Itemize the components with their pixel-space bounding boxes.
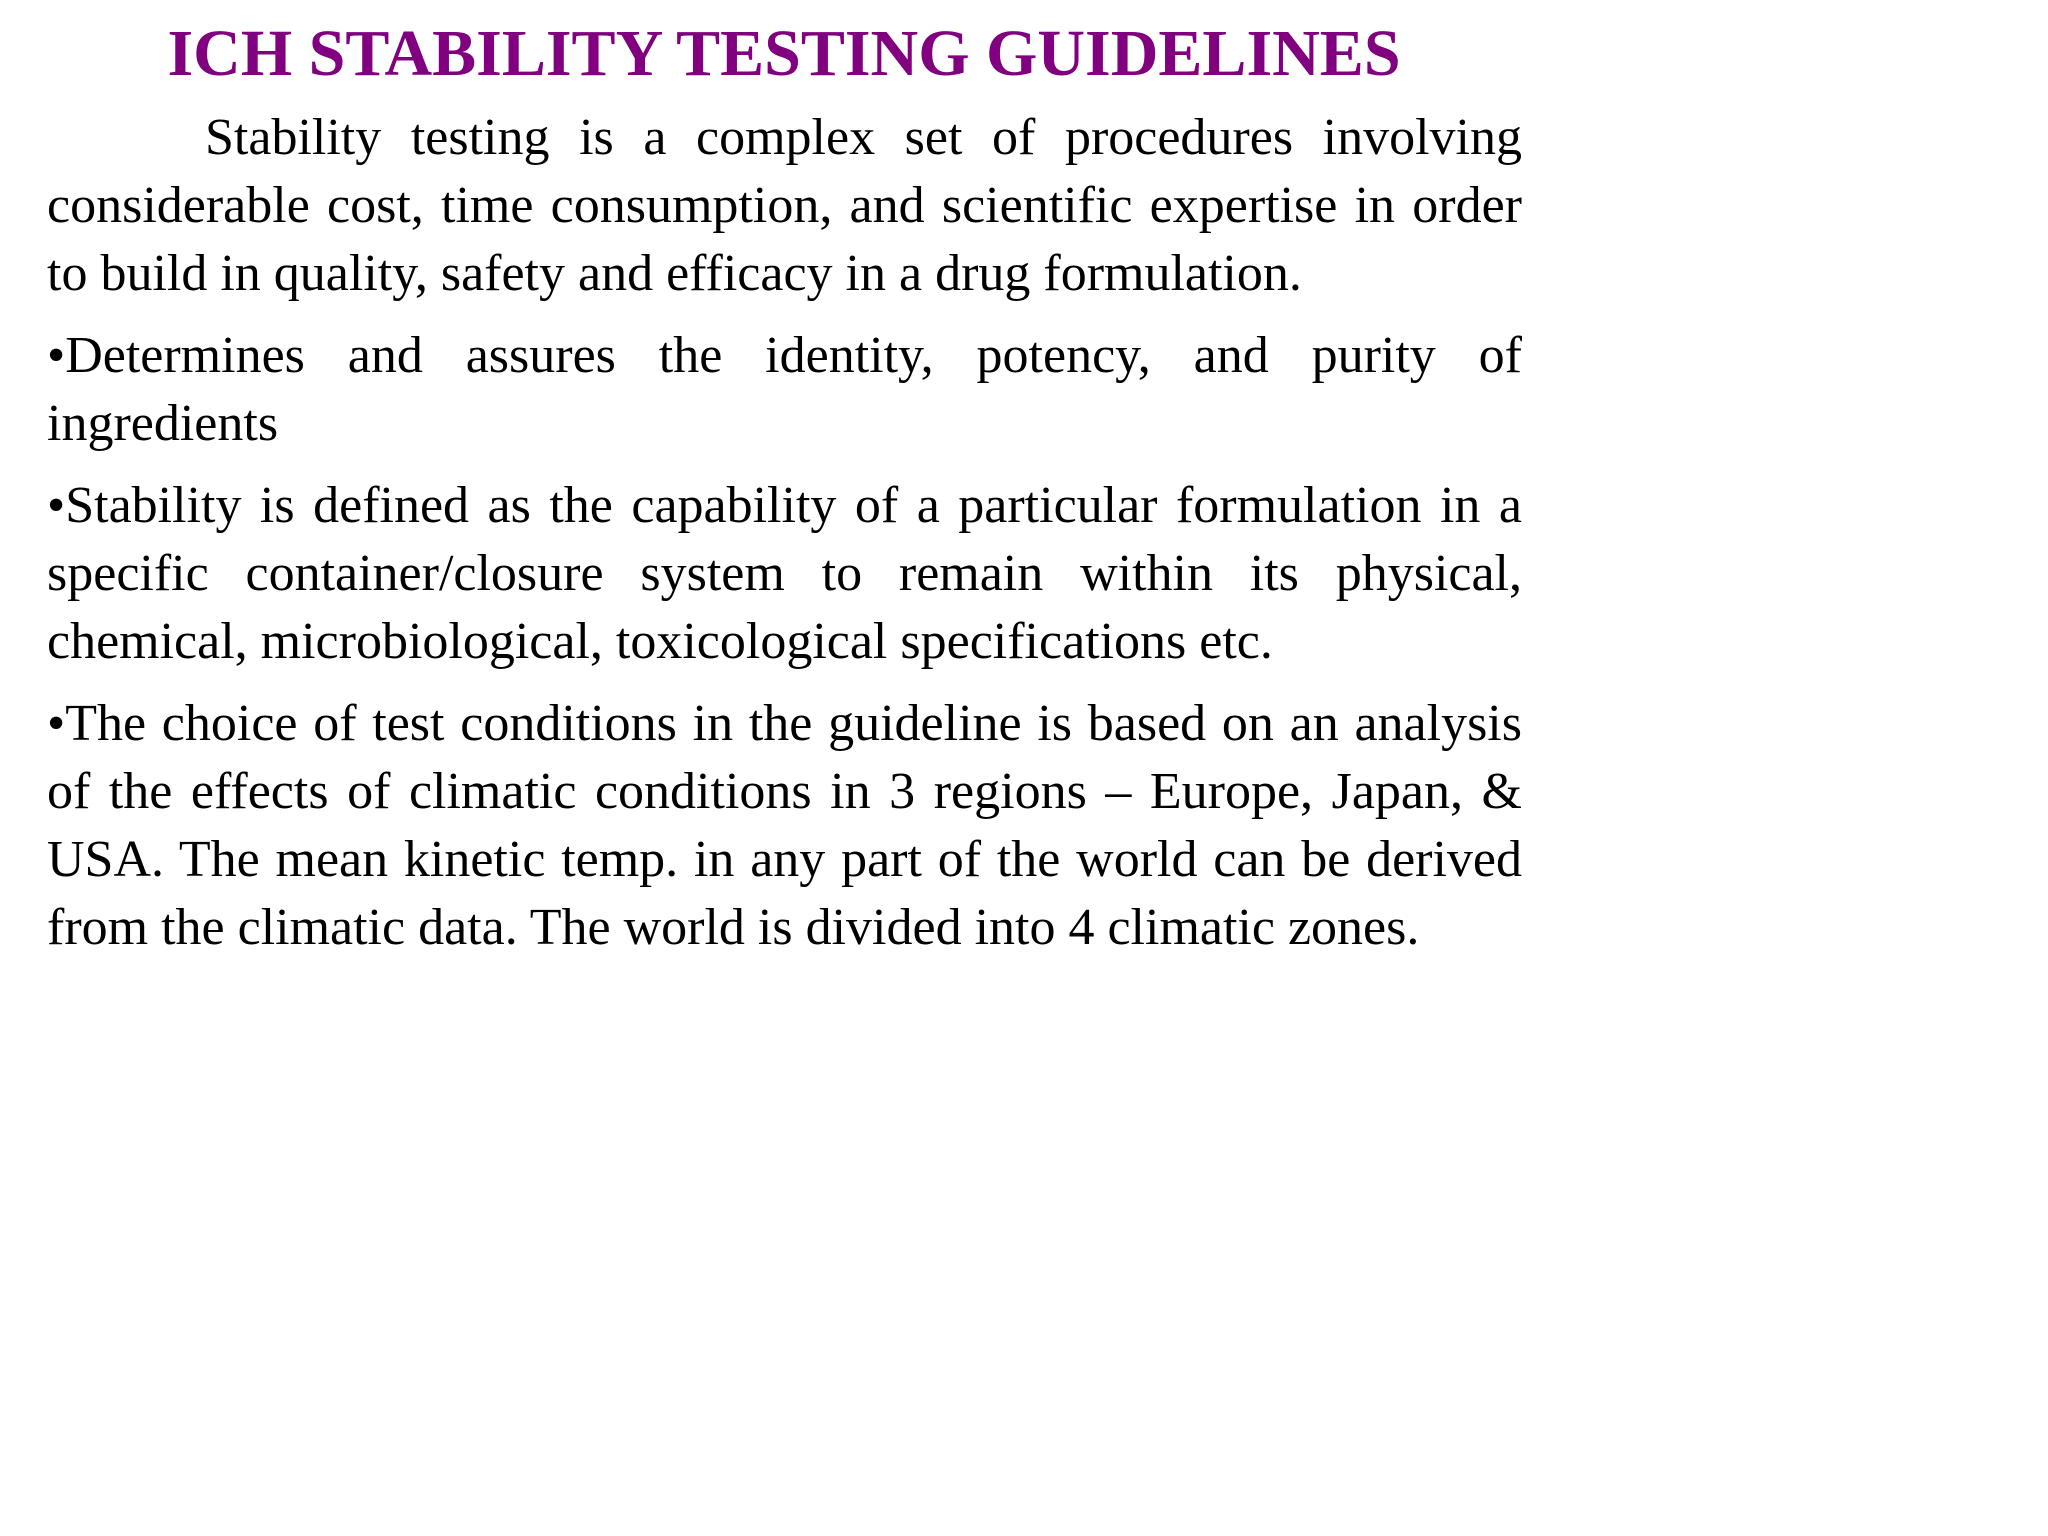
slide-title: ICH STABILITY TESTING GUIDELINES bbox=[167, 17, 1401, 90]
slide-body bbox=[47, 104, 1522, 962]
intro-paragraph: Stability testing is a complex set of procedures involving considerable cost, time consumption, and scientific expertise in order to build in quality, safety and efficacy in a drug formulation. bbox=[47, 109, 1522, 302]
bullet-item-test-conditions: •The choice of test conditions in the guideline is based on an analysis of the effects of climatic conditions in 3 regions – Europe, Japan, & USA. The mean kinetic temp. in any part of the world can be derived from the climatic data. The world is divided into 4 climatic zones. bbox=[47, 695, 1522, 956]
bullet-item-identity: •Determines and assures the identity, potency, and purity of ingredients bbox=[47, 327, 1522, 452]
bullet-item-stability-definition: •Stability is defined as the capability of a particular formulation in a specific container/closure system to remain within its physical, chemical, microbiological, toxicological specifications etc. bbox=[47, 477, 1522, 670]
